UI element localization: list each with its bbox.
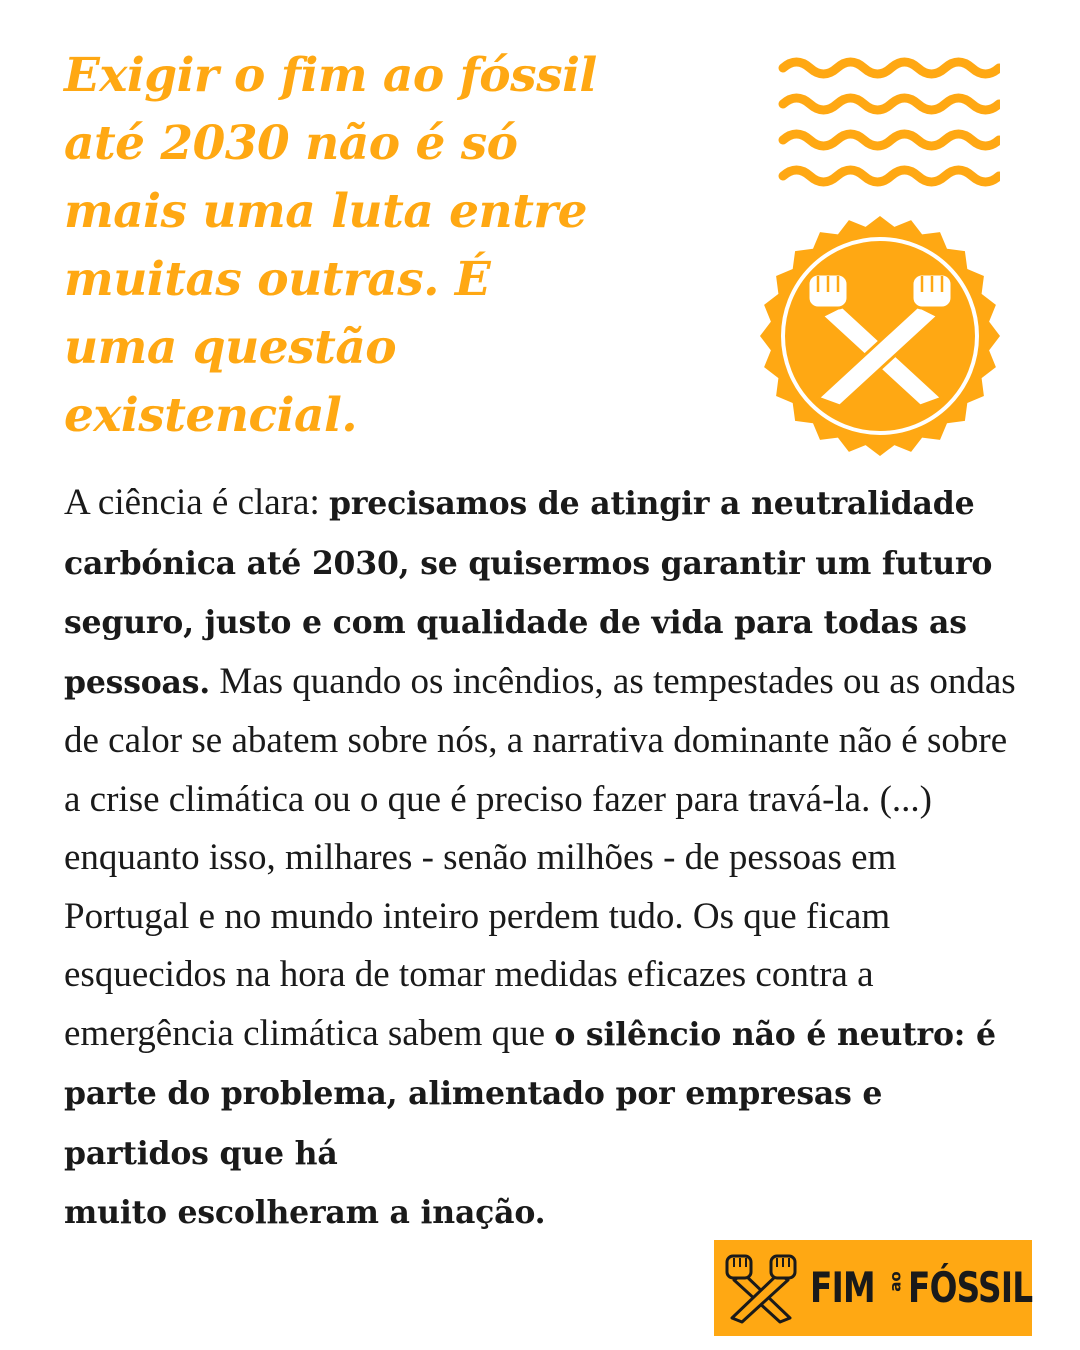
headline-line: existencial. xyxy=(64,388,358,443)
logo-text-fim: FIM xyxy=(810,1263,875,1312)
body-emphasis: o silêncio não é neutro: é parte do problema, alimentado por empresas e partidos que há xyxy=(64,1015,996,1172)
body-emphasis: muito escolheram a inação. xyxy=(64,1194,546,1231)
headline-line: muitas outras. É xyxy=(64,252,491,307)
body-emphasis: precisamos de atingir a neutralidade carbónica até 2030, se quisermos garantir um futuro seguro, justo e com qualidade de vida para todas as pessoas. xyxy=(64,485,993,701)
body-paragraph xyxy=(64,474,1024,1243)
fim-ao-fossil-logo xyxy=(714,1240,1032,1336)
raised-fists-icon xyxy=(724,1250,798,1326)
headline-line: Exigir o fim ao fóssil xyxy=(64,48,597,103)
logo-text-fossil: FÓSSIL xyxy=(908,1263,1033,1312)
waves-icon xyxy=(778,52,1000,200)
headline xyxy=(64,42,684,450)
body-text: Mas quando os incêndios, as tempestades ou as ondas de calor se abatem sobre nós, a narrativa dominante não é sobre a crise climática ou o que é preciso fazer para travá-la. (...) enquanto isso, milhares - senão milhões - de pessoas em Portugal e no mundo inteiro perdem tudo. Os que ficam esquecidos na hora de tomar medidas eficazes contra a emergência climática sabem que xyxy=(64,660,1016,1054)
logo-text-ao: ao xyxy=(886,1271,905,1292)
body-intro: A ciência é clara: xyxy=(64,482,329,523)
headline-line: até 2030 não é só xyxy=(64,116,518,171)
headline-line: mais uma luta entre xyxy=(64,184,588,239)
seal-icon xyxy=(758,214,1002,458)
headline-line: uma questão xyxy=(64,320,397,375)
